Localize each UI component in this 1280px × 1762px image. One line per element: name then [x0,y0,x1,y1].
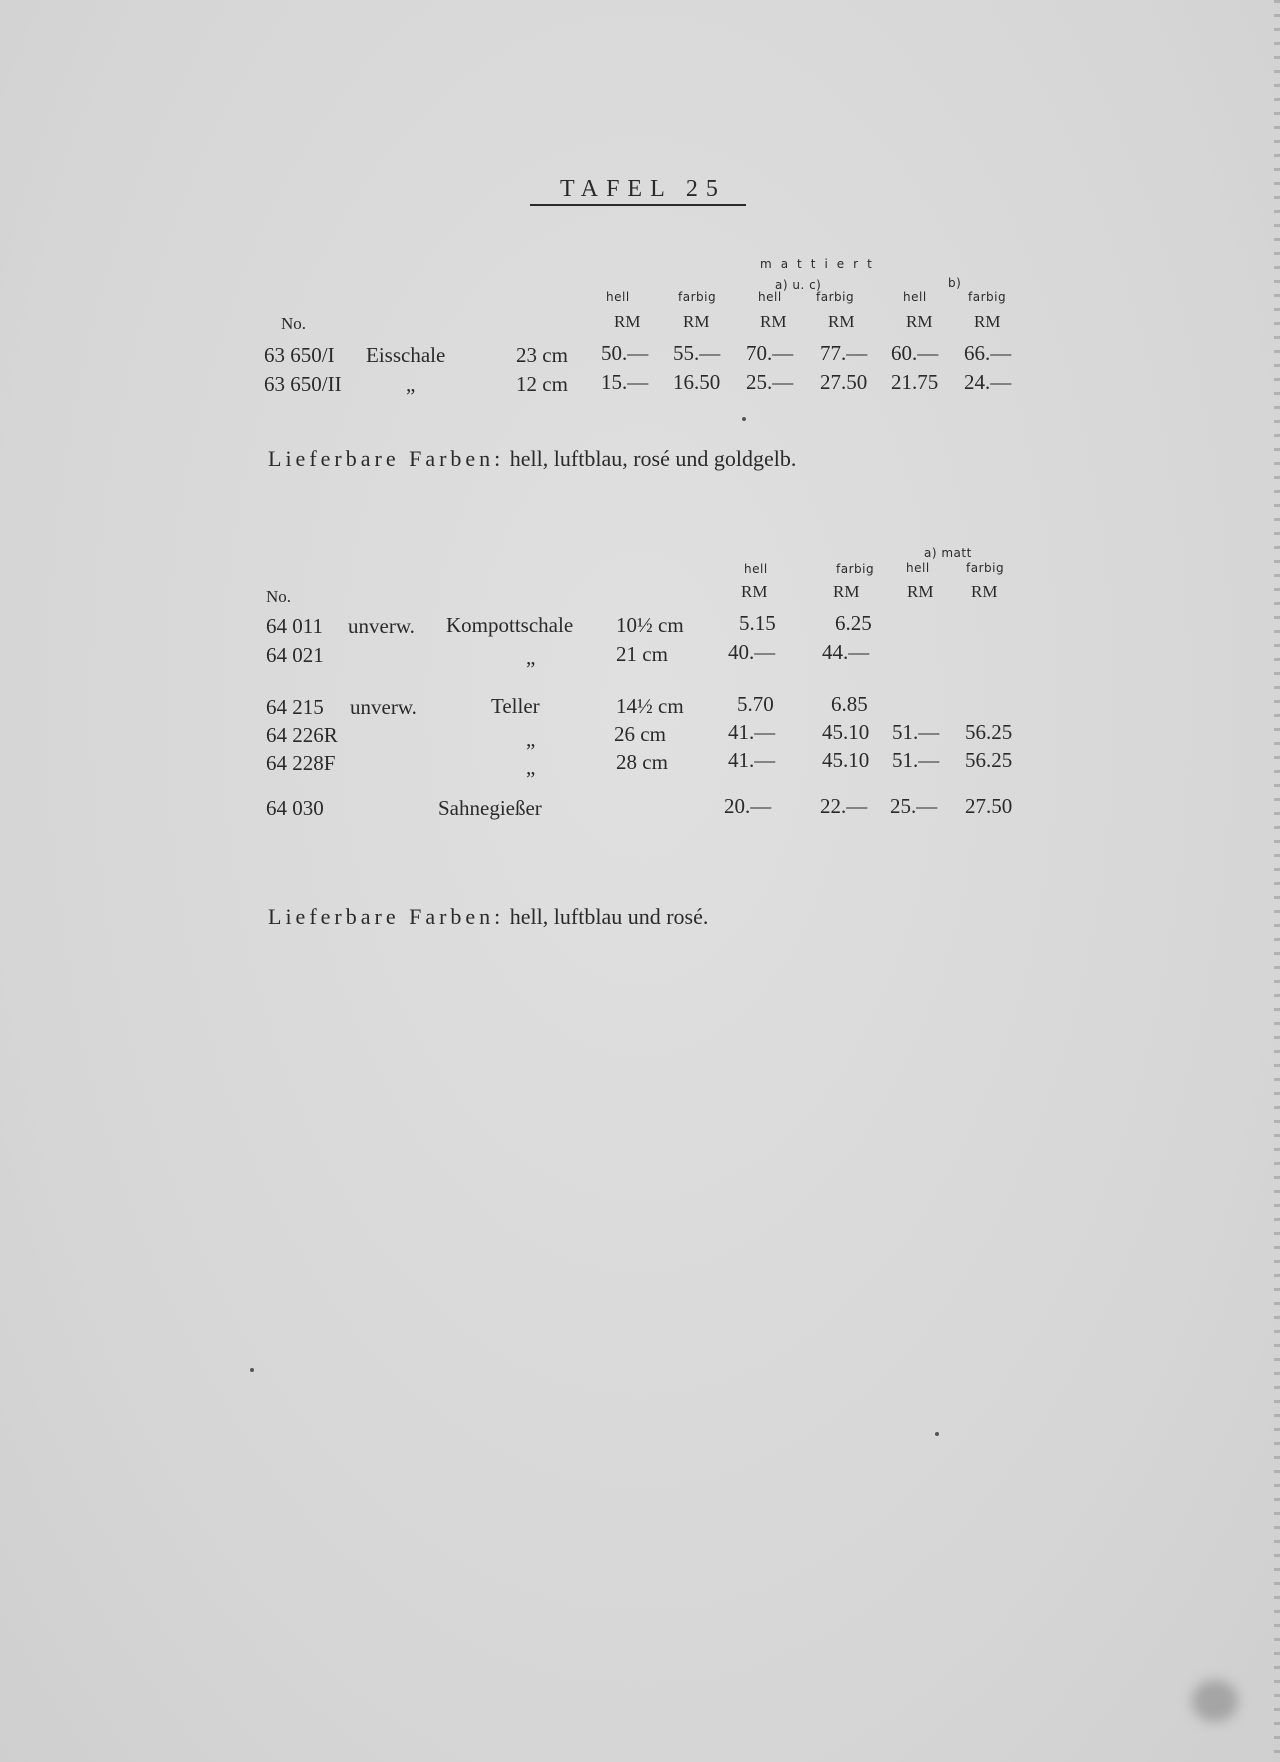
item-name: „ [406,372,416,396]
price-cell: 45.10 [822,748,870,772]
col-header-5: hell [903,290,927,304]
item-size: 10½ cm [616,613,684,637]
item-name: „ [526,755,536,779]
item-number: 64 030 [266,796,324,820]
note-lead: Lieferbare Farben: [268,904,505,929]
price-cell: 40.— [728,640,776,664]
price-cell: 56.25 [965,720,1013,744]
price-cell: 70.— [746,341,794,365]
note-text: hell, luftblau, rosé und goldgelb. [509,446,797,471]
price-cell: 66.— [964,341,1012,365]
currency-1: RM [741,582,768,601]
col-header-1: hell [606,290,630,304]
item-name: „ [526,645,536,669]
price-cell: 56.25 [965,748,1013,772]
price-cell: 6.85 [831,692,868,716]
price-cell: 55.— [673,341,721,365]
col-header-4: farbig [966,561,1005,575]
subgroup-label-ac: a) u. c) [775,278,822,292]
price-cell: 50.— [601,341,649,365]
item-size: 23 cm [516,343,568,367]
price-cell: 27.50 [820,370,868,394]
price-cell: 22.— [820,794,868,818]
group-label-mattiert: mattiert [760,257,881,271]
item-size: 26 cm [614,722,666,746]
price-cell: 24.— [964,370,1012,394]
currency-3: RM [907,582,934,601]
item-name: „ [526,727,536,751]
col-header-no: No. [281,314,307,333]
col-header-1: hell [744,562,768,576]
price-cell: 15.— [601,370,649,394]
item-size: 28 cm [616,750,668,774]
price-cell: 25.— [890,794,938,818]
price-cell: 60.— [891,341,939,365]
item-size: 21 cm [616,642,668,666]
note-text: hell, luftblau und rosé. [509,904,709,929]
available-colors-note-2 [268,904,708,930]
note-lead: Lieferbare Farben: [268,446,505,471]
group-label-matt: a) matt [924,546,972,560]
title-underline [530,204,746,206]
col-header-2: farbig [836,562,875,576]
price-cell: 41.— [728,720,776,744]
price-cell: 27.50 [965,794,1013,818]
item-number: 64 011 [266,614,323,638]
price-cell: 16.50 [673,370,721,394]
item-number: 63 650/II [264,372,342,396]
item-number: 64 215 [266,695,324,719]
scan-speck [250,1368,254,1372]
price-cell: 45.10 [822,720,870,744]
item-number: 64 021 [266,643,324,667]
item-name: Eisschale [366,343,446,367]
subgroup-label-b: b) [948,276,962,290]
item-description: unverw. [348,614,415,638]
currency-5: RM [906,312,933,331]
price-cell: 44.— [822,640,870,664]
currency-2: RM [683,312,710,331]
scan-smudge [1192,1680,1238,1722]
item-name: Sahnegießer [438,796,542,820]
item-size: 12 cm [516,372,568,396]
price-cell: 21.75 [891,370,939,394]
col-header-3: hell [906,561,930,575]
price-cell: 41.— [728,748,776,772]
available-colors-note-1 [268,446,796,472]
item-description: unverw. [350,695,417,719]
price-cell: 5.70 [737,692,774,716]
item-number: 64 228F [266,751,336,775]
col-header-6: farbig [968,290,1007,304]
currency-3: RM [760,312,787,331]
currency-6: RM [974,312,1001,331]
price-cell: 25.— [746,370,794,394]
col-header-no: No. [266,587,292,606]
binding-edge [1274,0,1280,1762]
currency-1: RM [614,312,641,331]
col-header-4: farbig [816,290,855,304]
item-number: 63 650/I [264,343,335,367]
price-cell: 5.15 [739,611,776,635]
col-header-2: farbig [678,290,717,304]
price-cell: 20.— [724,794,772,818]
scan-speck [742,417,746,421]
item-name: Teller [491,694,540,718]
price-cell: 51.— [892,748,940,772]
currency-4: RM [971,582,998,601]
scan-speck [935,1432,939,1436]
item-name: Kompottschale [446,613,574,637]
price-cell: 77.— [820,341,868,365]
col-header-3: hell [758,290,782,304]
currency-2: RM [833,582,860,601]
page-title: TAFEL 25 [560,176,726,202]
price-cell: 51.— [892,720,940,744]
currency-4: RM [828,312,855,331]
item-size: 14½ cm [616,694,684,718]
price-cell: 6.25 [835,611,872,635]
item-number: 64 226R [266,723,338,747]
